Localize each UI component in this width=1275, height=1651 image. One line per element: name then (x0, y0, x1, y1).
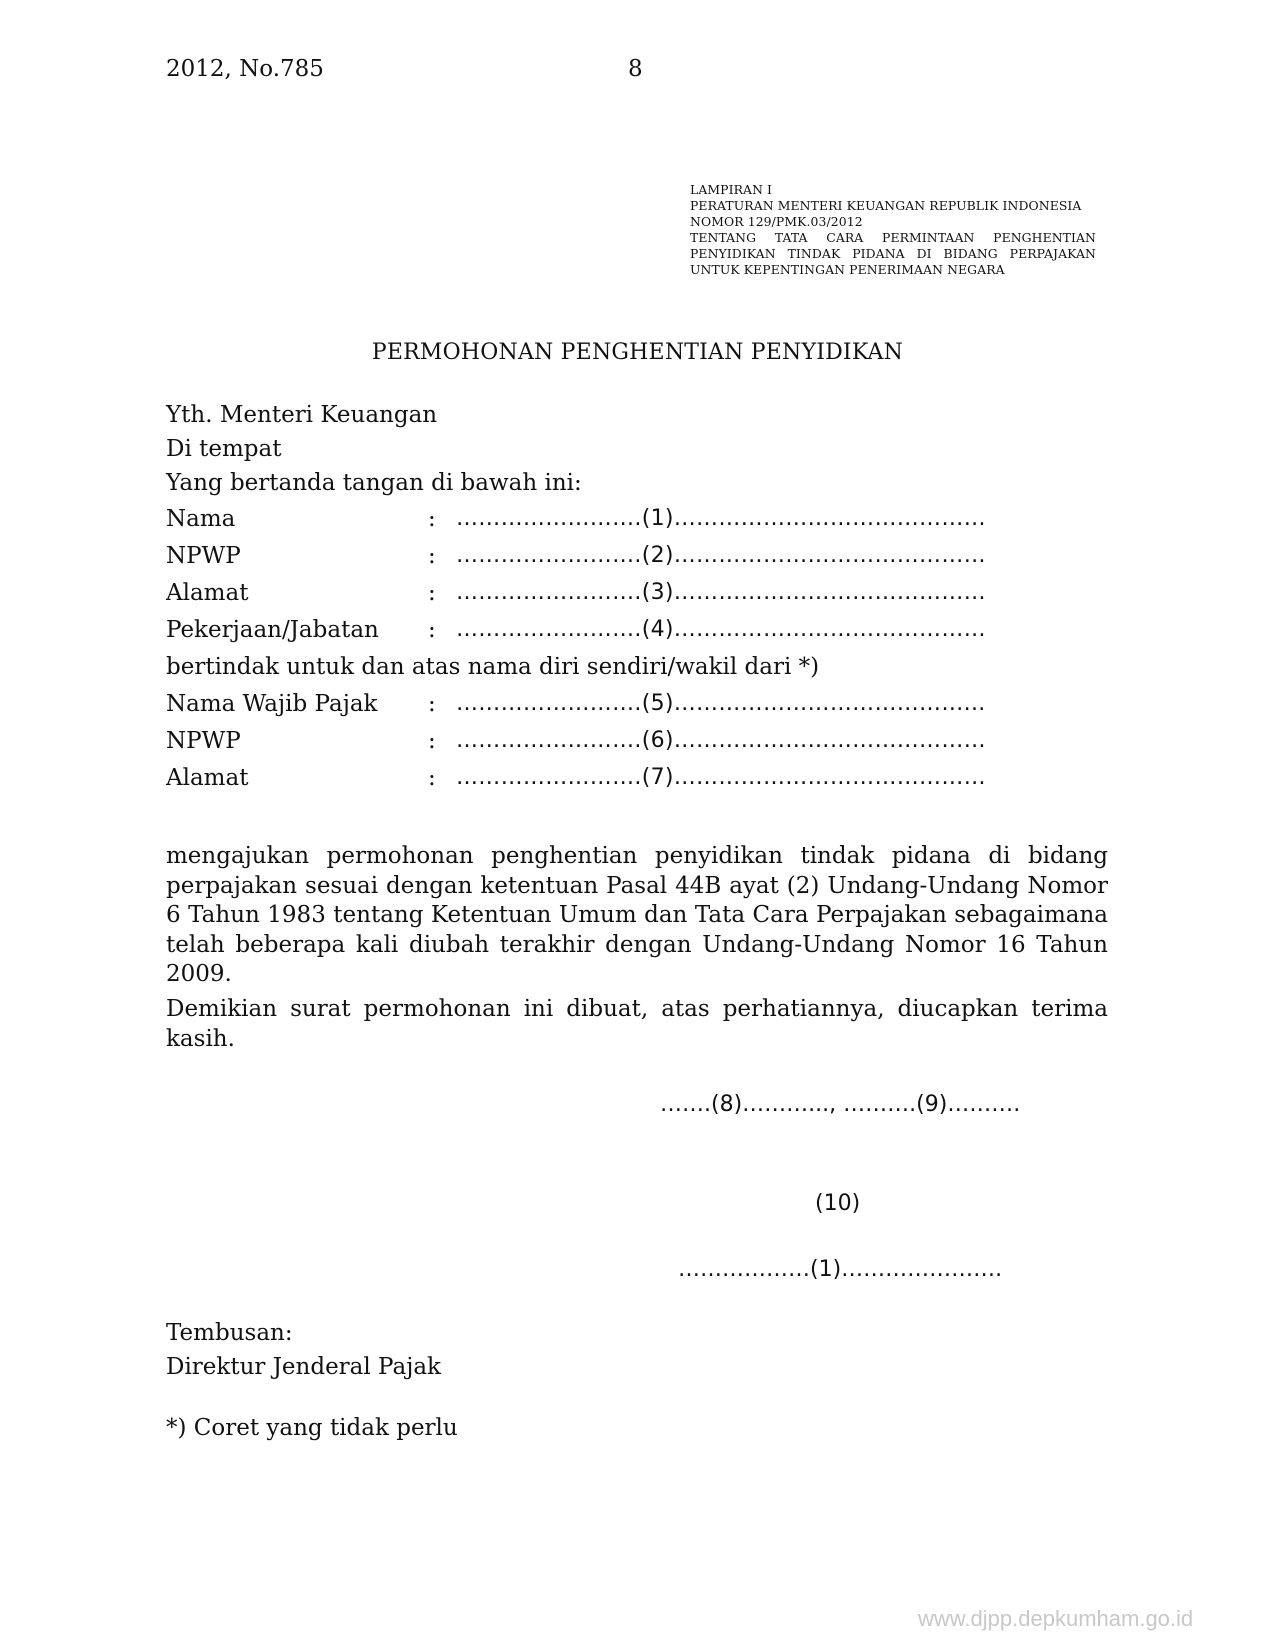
closing-paragraph: Demikian surat permohonan ini dibuat, atas perhatiannya, diucapkan terima kasih. (166, 996, 1108, 1052)
cc-label: Tembusan: (166, 1320, 293, 1346)
field-colon: : (428, 506, 436, 532)
field-label: Alamat (166, 580, 249, 606)
acting-on-behalf: bertindak untuk dan atas nama diri sendiri/wakil dari *) (166, 654, 820, 680)
attachment-reference (690, 182, 1096, 278)
field-blank: …………………….(1)…………………………………… (456, 506, 986, 531)
attachment-line: TENTANG TATA CARA PERMINTAAN PENGHENTIAN (690, 230, 1096, 245)
field-blank: …………………….(3)…………………………………… (456, 580, 986, 605)
field-blank: …………………….(7)…………………………………… (456, 765, 986, 790)
field-colon: : (428, 728, 436, 754)
attachment-line: NOMOR 129/PMK.03/2012 (690, 214, 863, 229)
field-label: Nama (166, 506, 236, 532)
field-row-alamat (166, 580, 1076, 610)
taxpayer-row-alamat (166, 765, 1076, 795)
field-label: Alamat (166, 765, 249, 791)
field-label: Pekerjaan/Jabatan (166, 617, 379, 643)
taxpayer-row-nama (166, 691, 1076, 721)
attachment-line: LAMPIRAN I (690, 182, 773, 197)
field-blank: …………………….(5)…………………………………... (456, 691, 986, 716)
field-blank: …………………….(6)…………………………………… (456, 728, 986, 753)
field-colon: : (428, 617, 436, 643)
field-blank: …………………….(2)…………………………………… (456, 543, 986, 568)
gazette-number: 2012, No.785 (166, 56, 324, 82)
field-label: NPWP (166, 543, 241, 569)
field-row-npwp (166, 543, 1076, 573)
cc-recipient: Direktur Jenderal Pajak (166, 1354, 441, 1380)
field-label: Nama Wajib Pajak (166, 691, 378, 717)
field-label: NPWP (166, 728, 241, 754)
signature-place-date: …….(8)………..., ……….(9)………. (660, 1092, 1021, 1117)
addressee: Yth. Menteri Keuangan (166, 402, 438, 428)
signature-marker: (10) (815, 1191, 861, 1216)
field-colon: : (428, 580, 436, 606)
footnote: *) Coret yang tidak perlu (166, 1415, 458, 1441)
attachment-line: UNTUK KEPENTINGAN PENERIMAAN NEGARA (690, 262, 1005, 277)
watermark-url: www.djpp.depkumham.go.id (918, 1606, 1194, 1631)
page-number: 8 (628, 56, 643, 82)
addressee-place: Di tempat (166, 436, 282, 462)
field-colon: : (428, 691, 436, 717)
signature-name: ………………(1)…………………. (678, 1257, 1003, 1282)
attachment-line: PERATURAN MENTERI KEUANGAN REPUBLIK INDONESIA (690, 198, 1082, 213)
attachment-line: PENYIDIKAN TINDAK PIDANA DI BIDANG PERPAJAKAN (690, 246, 1096, 261)
field-colon: : (428, 765, 436, 791)
field-blank: …………………….(4)…………………………………… (456, 617, 986, 642)
field-colon: : (428, 543, 436, 569)
intro-text: Yang bertanda tangan di bawah ini: (166, 470, 582, 496)
document-title: PERMOHONAN PENGHENTIAN PENYIDIKAN (371, 340, 904, 365)
taxpayer-row-npwp (166, 728, 1076, 758)
field-row-nama (166, 506, 1076, 536)
request-paragraph: mengajukan permohonan penghentian penyidikan tindak pidana di bidang perpajakan sesuai dengan ketentuan Pasal 44B ayat (2) Undang-Undang Nomor 6 Tahun 1983 tentang Ketentuan Umum dan Tata Cara Perpajakan sebagaimana telah beberapa kali diubah terakhir dengan Undang-Undang Nomor 16 Tahun 2009. (166, 843, 1108, 987)
field-row-pekerjaan (166, 617, 1076, 647)
